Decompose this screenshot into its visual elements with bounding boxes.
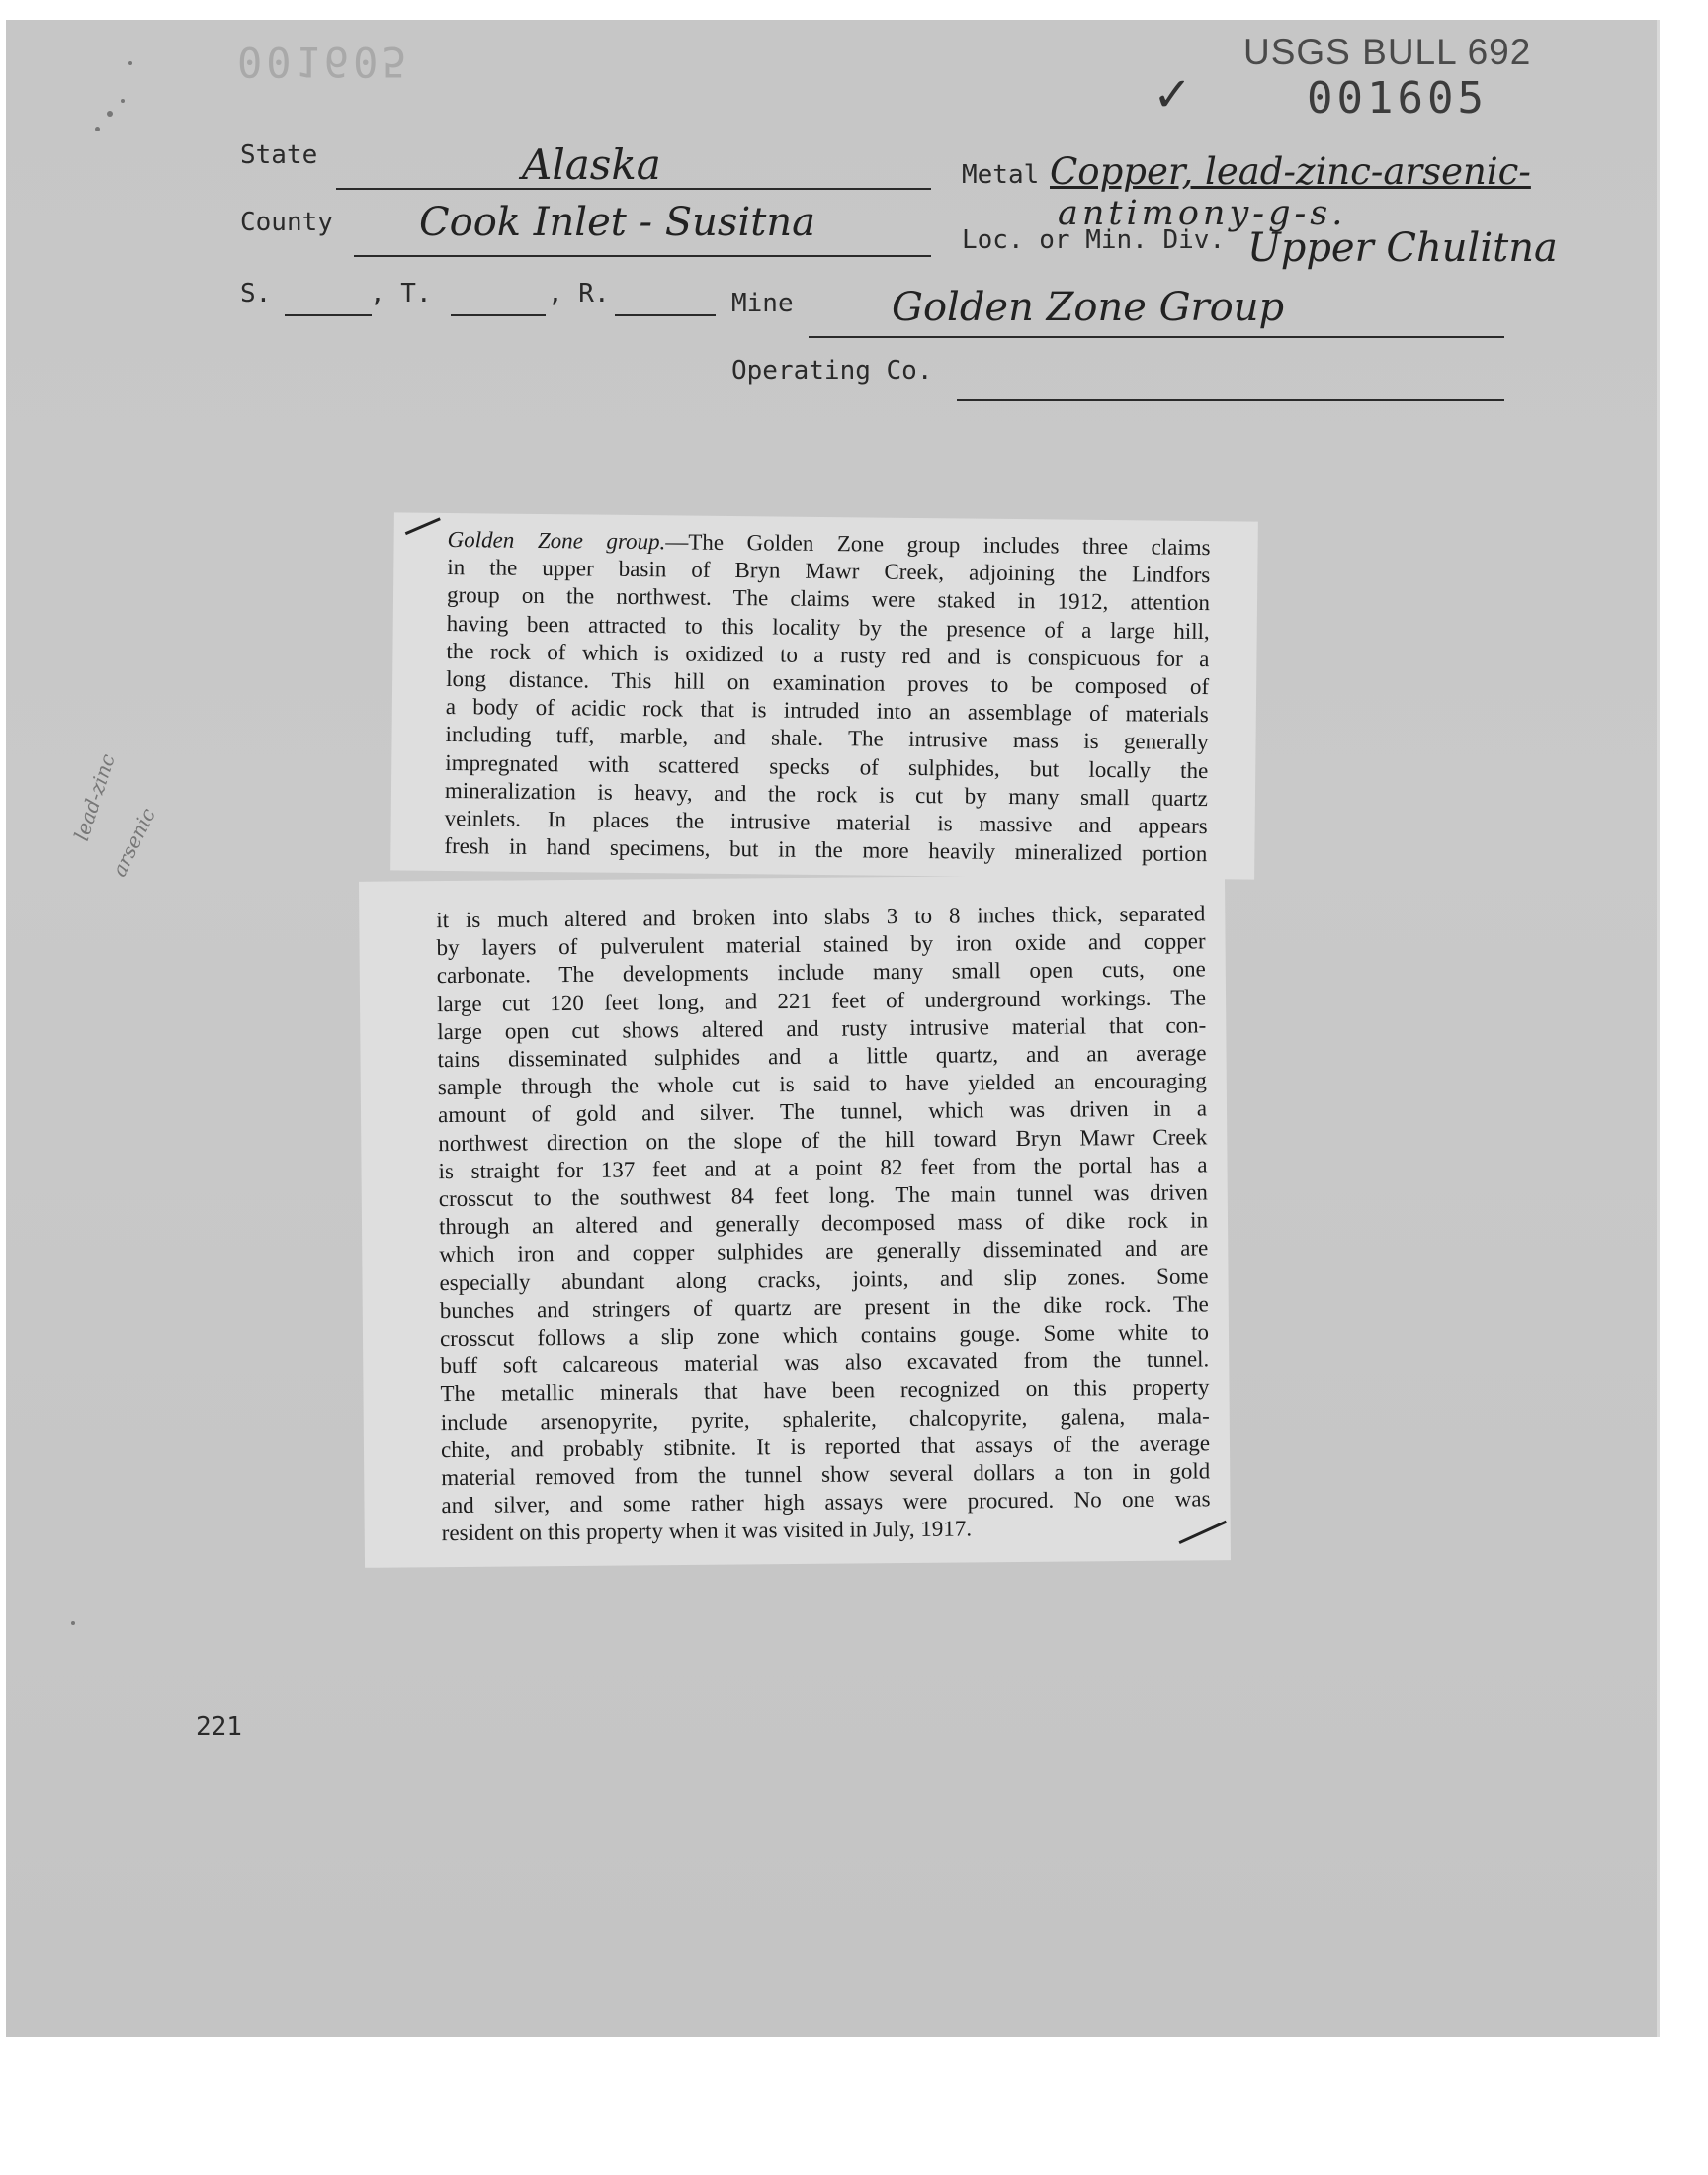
page-number: 221 [196,1712,242,1742]
metal-label: Metal [962,160,1040,190]
mine-label: Mine [731,289,794,318]
clipping-line: mineralization is heavy, and the rock is cut by many small quartz [444,777,1209,811]
speck [128,61,132,65]
metal-value-line2: antimony-g-s. [1058,194,1347,233]
clipping-line: long distance. This hill on examination proves to be composed of [446,666,1210,700]
operating-line [957,399,1504,401]
clipping-line: by layers of pulverulent material stained by iron oxide and copper [436,928,1206,961]
county-value: Cook Inlet - Susitna [419,200,815,245]
clipping-line: the rock of which is oxidized to a rusty red and is conspicuous for a [446,638,1210,671]
ghost-stamp-number: 001605 [237,38,411,86]
clipping-line: include arsenopyrite, pyrite, sphalerite, chalcopyrite, galena, mala- [440,1403,1210,1435]
clipping-line: sample through the whole cut is said to have yielded an encouraging [437,1068,1207,1100]
clipping-part2-text [436,900,1211,1547]
clipping-line: impregnated with scattered specks of sulphides, but locally the [445,749,1209,783]
clipping-line: crosscut to the southwest 84 feet long. The main tunnel was driven [438,1179,1208,1212]
clipping-line: large open cut shows altered and rusty intrusive material that con- [437,1012,1207,1044]
metal-value-line1: Copper, lead-zinc-arsenic- [1050,150,1531,193]
margin-note-line1: lead-zinc [69,750,120,844]
clipping-line: it is much altered and broken into slabs 3 to 8 inches thick, separated [436,901,1206,933]
clipping-line: fresh in hand specimens, but in the more heavily mineralized portion [444,833,1208,867]
clipping-line: The metallic minerals that have been recognized on this property [440,1374,1210,1407]
clipping-line: and silver, and some rather high assays were procured. No one was [441,1486,1211,1519]
clipping-part2 [359,874,1231,1568]
clipping-line: large cut 120 feet long, and 221 feet of underground workings. The [436,984,1207,1016]
county-label: County [240,208,333,237]
clipping-line: including tuff, marble, and shale. The intrusive mass is generally [445,722,1209,755]
check-mark-icon: ✓ [1153,67,1193,123]
clipping-line: through an altered and generally decomposed mass of dike rock in [438,1207,1209,1240]
clipping-line: crosscut follows a slip zone which contains gouge. Some white to [439,1319,1210,1351]
clipping-part1-text [444,526,1211,869]
clipping-line: group on the northwest. The claims were staked in 1912, attention [446,582,1211,616]
r-label: , R. [548,279,610,308]
county-line [354,255,931,257]
clipping-line: a body of acidic rock that is intruded into an assemblage of materials [445,694,1209,728]
clipping-line: having been attracted to this locality by the presence of a large hill, [446,610,1210,644]
clip-corner-mark [405,517,441,535]
loc-value: Upper Chulitna [1247,225,1558,271]
stamp-title: USGS BULL 692 [1243,32,1532,72]
state-label: State [240,140,318,170]
clipping-line: veinlets. In places the intrusive material is massive and appears [444,806,1208,839]
clipping-line: resident on this property when it was visited in July, 1917. [441,1516,973,1546]
clipping-line: bunches and stringers of quartz are present in the dike rock. The [439,1291,1209,1323]
clipping-line: carbonate. The developments include many small open cuts, one [436,956,1206,989]
speck [71,1621,75,1625]
speck [95,127,100,131]
clipping-line: which iron and copper sulphides are generally disseminated and are [439,1235,1209,1267]
mine-line [809,336,1504,338]
clipping-heading: Golden Zone group. [447,526,666,555]
stamp-number: 001605 [1307,73,1488,124]
clipping-part1 [390,512,1258,879]
loc-label: Loc. or Min. Div. [962,225,1226,255]
state-value: Alaska [522,140,661,189]
speck [121,99,125,103]
clipping-line: is straight for 137 feet and at a point 82 feet from the portal has a [438,1152,1208,1183]
s-label: S. [240,279,272,308]
clipping-line: amount of gold and silver. The tunnel, which was driven in a [437,1095,1208,1128]
margin-note-line2: arsenic [107,804,161,881]
clipping-line: especially abundant along cracks, joints, and slip zones. Some [439,1262,1209,1295]
clipping-line: tains disseminated sulphides and a little quartz, and an average [437,1040,1207,1073]
r-line [615,314,716,316]
clipping-line: buff soft calcareous material was also excavated from the tunnel. [440,1347,1210,1379]
clipping-line: in the upper basin of Bryn Mawr Creek, adjoining the Lindfors [447,555,1211,588]
t-line [451,314,546,316]
s-line [285,314,372,316]
clipping-line: northwest direction on the slope of the hill toward Bryn Mawr Creek [438,1123,1208,1156]
t-label: , T. [370,279,432,308]
clipping-line: chite, and probably stibnite. It is reported that assays of the average [440,1431,1211,1462]
clipping-line: Golden Zone group.—The Golden Zone group includes three claims [447,526,1211,561]
clipping-line: material removed from the tunnel show several dollars a ton in gold [441,1458,1211,1491]
speck [107,111,113,117]
operating-label: Operating Co. [731,356,933,386]
mine-value: Golden Zone Group [892,285,1285,330]
